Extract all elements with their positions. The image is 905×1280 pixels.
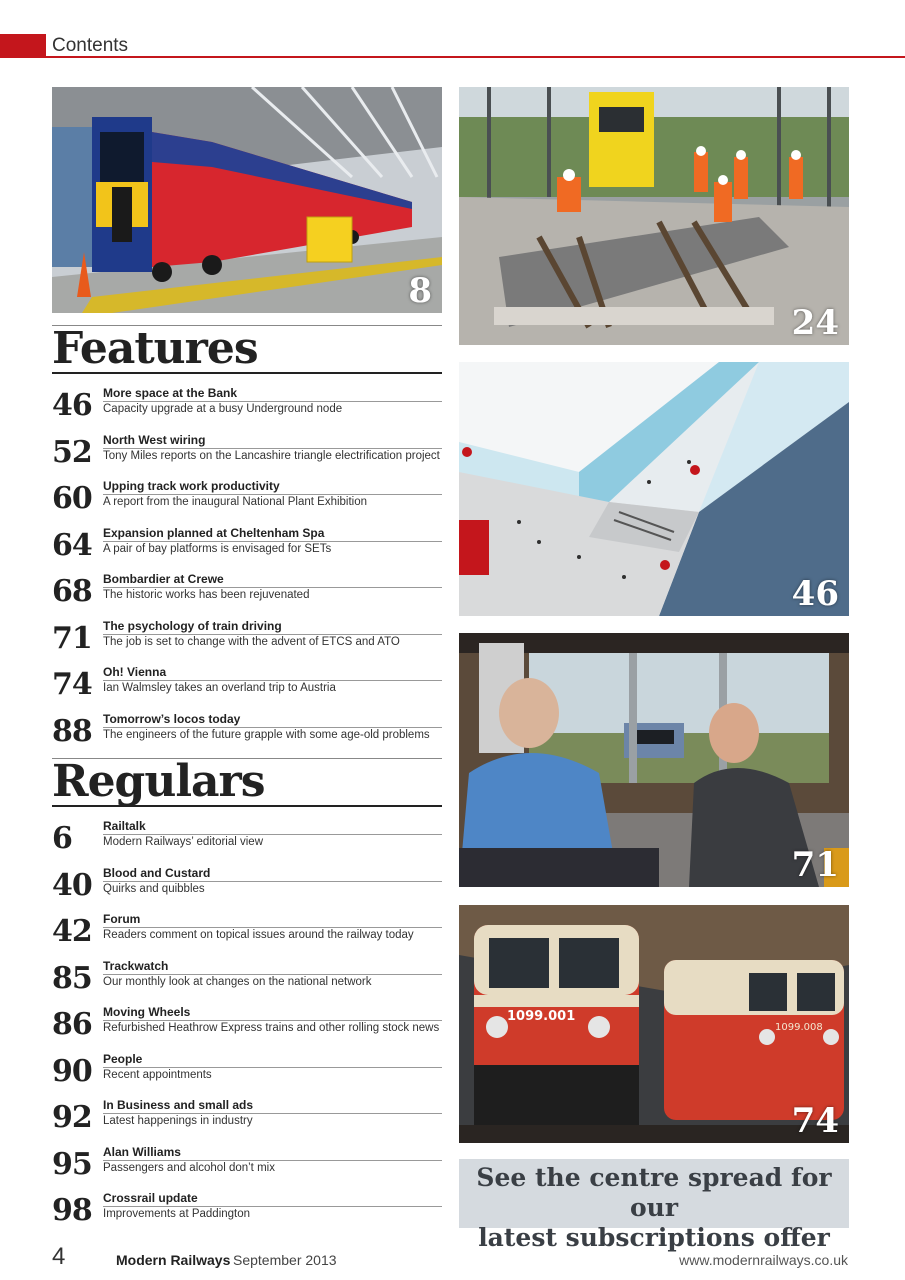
entry-title: Blood and Custard	[103, 866, 211, 880]
feature-entry[interactable]	[52, 386, 442, 426]
entry-title: Bombardier at Crewe	[103, 572, 224, 586]
entry-rule	[103, 634, 442, 635]
features-heading	[52, 325, 442, 374]
regular-entry[interactable]	[52, 1052, 442, 1092]
entry-title: Trackwatch	[103, 959, 169, 973]
photo-page-number: 8	[408, 271, 432, 311]
entry-description: The historic works has been rejuvenated	[103, 589, 310, 601]
entry-title: Tomorrow’s locos today	[103, 712, 241, 726]
entry-page-number: 42	[52, 914, 92, 949]
footer-url[interactable]: www.modernrailways.co.uk	[679, 1252, 848, 1268]
entry-description: Passengers and alcohol don’t mix	[103, 1162, 275, 1174]
regular-entry[interactable]	[52, 1098, 442, 1138]
regular-entry[interactable]	[52, 1005, 442, 1045]
loco-number-2: 1099.008	[775, 1022, 823, 1033]
entry-page-number: 6	[52, 821, 72, 856]
entry-page-number: 90	[52, 1054, 92, 1089]
entry-title: More space at the Bank	[103, 386, 238, 400]
entry-description: Modern Railways’ editorial view	[103, 836, 263, 848]
entry-page-number: 74	[52, 667, 92, 702]
page-footer	[0, 1243, 905, 1273]
promo-line-1: See the centre spread for our	[476, 1163, 832, 1222]
entry-description: Latest happenings in industry	[103, 1115, 253, 1127]
entry-rule	[103, 974, 442, 975]
page-header	[0, 34, 905, 58]
entry-rule	[103, 927, 442, 928]
swr-train-illustration	[52, 87, 442, 313]
entry-page-number: 86	[52, 1007, 92, 1042]
page-title: Contents	[52, 35, 129, 56]
feature-entry[interactable]	[52, 526, 442, 566]
entry-page-number: 64	[52, 528, 92, 563]
entry-rule	[103, 494, 442, 495]
entry-rule	[103, 834, 442, 835]
entry-description: Refurbished Heathrow Express trains and other rolling stock news	[103, 1022, 440, 1034]
entry-description: A pair of bay platforms is envisaged for SETs	[103, 543, 332, 555]
loco-number-1: 1099.001	[507, 1009, 576, 1024]
feature-entry[interactable]	[52, 619, 442, 659]
entry-rule	[103, 1206, 442, 1207]
features-heading-text: Features	[52, 323, 258, 374]
entry-description: A report from the inaugural National Plant Exhibition	[103, 496, 368, 508]
entry-page-number: 95	[52, 1147, 92, 1182]
entry-rule	[103, 680, 442, 681]
entry-description: The engineers of the future grapple with some age-old problems	[103, 729, 430, 741]
header-rule	[46, 56, 905, 58]
regulars-heading-text: Regulars	[52, 756, 265, 807]
photo-swr-train	[52, 87, 442, 313]
track-workers-illustration	[459, 87, 849, 345]
regular-entry[interactable]	[52, 866, 442, 906]
entry-page-number: 46	[52, 388, 92, 423]
entry-title: Crossrail update	[103, 1191, 198, 1205]
entry-description: Ian Walmsley takes an overland trip to Austria	[103, 682, 336, 694]
entry-title: Moving Wheels	[103, 1005, 191, 1019]
entry-title: The psychology of train driving	[103, 619, 282, 633]
entry-description: Tony Miles reports on the Lancashire triangle electrification project	[103, 450, 440, 462]
regular-entry[interactable]	[52, 819, 442, 859]
entry-description: Improvements at Paddington	[103, 1208, 251, 1220]
entry-description: Recent appointments	[103, 1069, 212, 1081]
entry-rule	[103, 587, 442, 588]
regular-entry[interactable]	[52, 1191, 442, 1231]
entry-rule	[103, 1020, 442, 1021]
bank-station-illustration	[459, 362, 849, 616]
entry-rule	[103, 1160, 442, 1161]
cab-illustration	[459, 633, 849, 887]
entry-title: Forum	[103, 912, 141, 926]
entry-title: Upping track work productivity	[103, 479, 280, 493]
entry-page-number: 85	[52, 961, 92, 996]
regulars-heading	[52, 758, 442, 807]
feature-entry[interactable]	[52, 712, 442, 752]
entry-description: Capacity upgrade at a busy Underground node	[103, 403, 343, 415]
feature-entry[interactable]	[52, 665, 442, 705]
entry-rule	[103, 881, 442, 882]
entry-page-number: 40	[52, 868, 92, 903]
entry-title: People	[103, 1052, 143, 1066]
entry-rule	[103, 1113, 442, 1114]
footer-page-number: 4	[52, 1243, 66, 1270]
footer-brand: Modern Railways	[116, 1252, 231, 1268]
entry-description: Quirks and quibbles	[103, 883, 205, 895]
header-accent-block	[0, 34, 46, 58]
entry-rule	[103, 448, 442, 449]
entry-page-number: 92	[52, 1100, 92, 1135]
entry-title: In Business and small ads	[103, 1098, 254, 1112]
photo-page-number: 74	[791, 1101, 839, 1141]
entry-description: Our monthly look at changes on the national network	[103, 976, 372, 988]
entry-title: Alan Williams	[103, 1145, 181, 1159]
entry-rule	[103, 401, 442, 402]
entry-title: Oh! Vienna	[103, 665, 167, 679]
photo-page-number: 24	[791, 303, 839, 343]
photo-austria-locos	[459, 905, 849, 1143]
feature-entry[interactable]	[52, 572, 442, 612]
entry-rule	[103, 1067, 442, 1068]
entry-description: The job is set to change with the advent of ETCS and ATO	[103, 636, 400, 648]
regular-entry[interactable]	[52, 912, 442, 952]
regular-entry[interactable]	[52, 1145, 442, 1185]
photo-track-workers	[459, 87, 849, 345]
entry-title: Railtalk	[103, 819, 146, 833]
photo-page-number: 71	[791, 845, 839, 885]
entry-page-number: 98	[52, 1193, 92, 1228]
feature-entry[interactable]	[52, 433, 442, 473]
entry-page-number: 68	[52, 574, 92, 609]
entry-page-number: 52	[52, 435, 92, 470]
feature-entry[interactable]	[52, 479, 442, 519]
subscription-promo[interactable]	[459, 1159, 849, 1252]
entry-rule	[103, 541, 442, 542]
photo-cab	[459, 633, 849, 887]
photo-bank-station	[459, 362, 849, 616]
promo-line-2: latest subscriptions offer	[478, 1223, 830, 1252]
footer-date: September 2013	[233, 1252, 337, 1268]
entry-page-number: 60	[52, 481, 92, 516]
entry-page-number: 71	[52, 621, 92, 656]
regular-entry[interactable]	[52, 959, 442, 999]
entry-page-number: 88	[52, 714, 92, 749]
entry-rule	[103, 727, 442, 728]
austria-locos-illustration	[459, 905, 849, 1143]
photo-page-number: 46	[791, 574, 839, 614]
entry-title: North West wiring	[103, 433, 206, 447]
entry-description: Readers comment on topical issues around the railway today	[103, 929, 414, 941]
entry-title: Expansion planned at Cheltenham Spa	[103, 526, 325, 540]
